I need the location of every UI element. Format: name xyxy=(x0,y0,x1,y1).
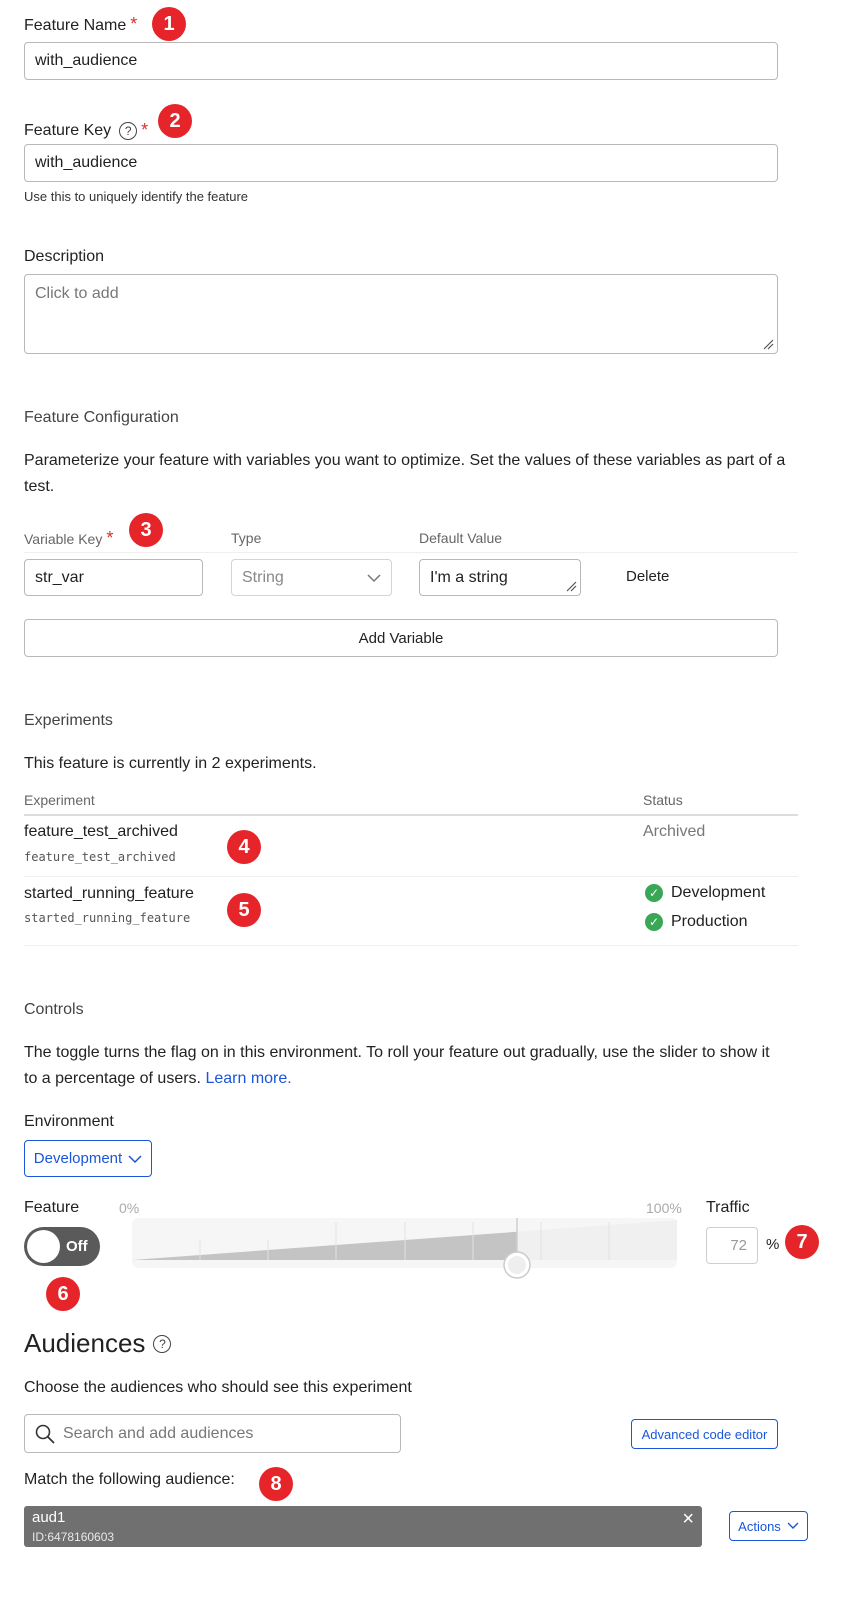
toggle-state-label: Off xyxy=(66,1238,88,1255)
traffic-label: Traffic xyxy=(706,1199,750,1216)
status-archived: Archived xyxy=(643,823,706,840)
experiment-row-key: feature_test_archived xyxy=(24,850,176,864)
audiences-text: Choose the audiences who should see this experiment xyxy=(24,1379,412,1396)
feature-key-value: with_audience xyxy=(35,154,138,171)
slider-max-label: 100% xyxy=(646,1200,682,1216)
environment-label: Environment xyxy=(24,1113,114,1130)
chevron-down-icon xyxy=(787,1522,799,1530)
audience-search-input[interactable] xyxy=(24,1414,401,1453)
resize-handle-icon[interactable] xyxy=(565,580,577,592)
match-audience-label: Match the following audience: xyxy=(24,1471,235,1488)
experiments-text: This feature is currently in 2 experiments. xyxy=(24,755,317,772)
annotation-badge-3: 3 xyxy=(129,513,163,547)
annotation-badge-8: 8 xyxy=(259,1467,293,1501)
toggle-knob xyxy=(27,1230,60,1263)
description-placeholder: Click to add xyxy=(35,285,119,302)
help-icon[interactable]: ? xyxy=(153,1335,171,1353)
search-icon xyxy=(35,1424,55,1444)
close-icon[interactable]: × xyxy=(682,1508,694,1530)
variable-type-select[interactable] xyxy=(231,559,392,596)
environment-dropdown[interactable]: Development xyxy=(24,1140,152,1177)
add-variable-button[interactable]: Add Variable xyxy=(24,619,778,657)
feature-name-value: with_audience xyxy=(35,52,138,69)
traffic-slider[interactable] xyxy=(132,1218,677,1280)
delete-variable-button[interactable]: Delete xyxy=(626,568,670,585)
feature-key-input[interactable] xyxy=(24,144,778,182)
chevron-down-icon xyxy=(128,1154,142,1164)
feature-config-text: Parameterize your feature with variables you want to optimize. Set the values of these variables as part of a test. xyxy=(24,452,786,495)
feature-name-input[interactable] xyxy=(24,42,778,80)
description-label: Description xyxy=(24,248,105,265)
audience-chip-id: ID:6478160603 xyxy=(32,1530,115,1544)
annotation-badge-1: 1 xyxy=(152,7,186,41)
col-default-value: Default Value xyxy=(419,530,503,546)
experiment-row-name[interactable]: feature_test_archived xyxy=(24,823,178,840)
feature-config-title: Feature Configuration xyxy=(24,409,179,426)
divider xyxy=(24,814,798,816)
controls-title: Controls xyxy=(24,1001,84,1018)
variable-type-value: String xyxy=(242,568,284,586)
slider-knob-inner xyxy=(508,1256,526,1274)
search-placeholder: Search and add audiences xyxy=(63,1424,254,1442)
status-development: ✓ Development xyxy=(645,884,765,902)
status-production: ✓ Production xyxy=(645,913,748,931)
divider xyxy=(24,945,798,946)
annotation-badge-6: 6 xyxy=(46,1277,80,1311)
feature-name-label: Feature Name * xyxy=(24,14,138,34)
check-circle-icon: ✓ xyxy=(645,913,663,931)
experiment-row-name[interactable]: started_running_feature xyxy=(24,885,194,902)
controls-text: The toggle turns the flag on in this environment. To roll your feature out gradually, use the slider to show it to a percentage of users. Learn more. xyxy=(24,1044,770,1087)
audience-chip xyxy=(24,1506,702,1547)
percent-sign: % xyxy=(766,1236,780,1253)
feature-key-hint: Use this to uniquely identify the feature xyxy=(24,189,249,204)
audiences-title: Audiences ? xyxy=(24,1328,171,1359)
experiment-row-key: started_running_feature xyxy=(24,911,191,925)
divider xyxy=(24,552,798,553)
traffic-input[interactable]: 72 xyxy=(706,1227,758,1264)
feature-key-label: Feature Key ? * xyxy=(24,120,149,140)
check-circle-icon: ✓ xyxy=(645,884,663,902)
annotation-badge-2: 2 xyxy=(158,104,192,138)
col-variable-key: Variable Key * xyxy=(24,528,114,548)
advanced-code-editor-button[interactable]: Advanced code editor xyxy=(631,1419,778,1449)
feature-toggle[interactable] xyxy=(24,1227,100,1266)
slider-min-label: 0% xyxy=(119,1200,140,1216)
experiments-title: Experiments xyxy=(24,712,113,729)
variable-default-value: I'm a string xyxy=(430,568,508,586)
annotation-badge-4: 4 xyxy=(227,830,261,864)
variable-default-input[interactable] xyxy=(419,559,581,596)
col-type: Type xyxy=(231,530,262,546)
audience-chip-name: aud1 xyxy=(32,1509,66,1526)
col-status: Status xyxy=(643,792,683,808)
resize-handle-icon[interactable] xyxy=(762,338,774,350)
chevron-down-icon xyxy=(367,573,381,583)
col-experiment: Experiment xyxy=(24,792,95,808)
feature-toggle-label: Feature xyxy=(24,1199,80,1216)
divider xyxy=(24,876,798,877)
annotation-badge-7: 7 xyxy=(785,1225,819,1259)
actions-dropdown[interactable]: Actions xyxy=(729,1511,808,1541)
help-icon[interactable]: ? xyxy=(119,122,137,140)
variable-key-value: str_var xyxy=(35,568,84,586)
variable-key-input[interactable] xyxy=(24,559,203,596)
learn-more-link[interactable]: Learn more. xyxy=(205,1070,292,1087)
description-textarea[interactable] xyxy=(24,274,778,354)
annotation-badge-5: 5 xyxy=(227,893,261,927)
